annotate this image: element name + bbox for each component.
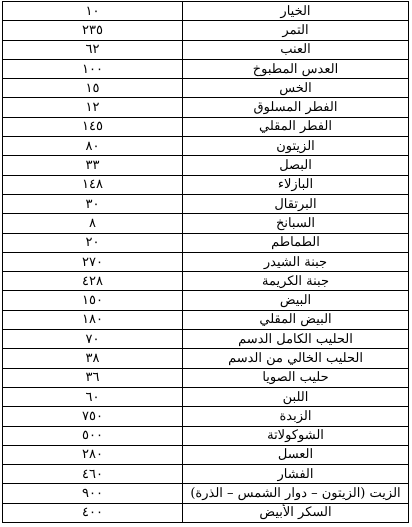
calorie-value-cell: ٤٠٠	[3, 503, 183, 522]
food-name-cell: جبنة الشيدر	[183, 252, 409, 271]
table-body	[3, 2, 409, 523]
table-row	[3, 59, 409, 78]
table-row	[3, 194, 409, 213]
calorie-value-cell: ٢٠	[3, 233, 183, 252]
calorie-value-cell: ١٥٠	[3, 291, 183, 310]
table-row	[3, 175, 409, 194]
food-name-cell: الفطر المسلوق	[183, 98, 409, 117]
calorie-value-cell: ٤٦٠	[3, 465, 183, 484]
calorie-value-cell: ١٤٨	[3, 175, 183, 194]
table-row	[3, 2, 409, 21]
food-name-cell: الخيار	[183, 2, 409, 21]
table-row	[3, 291, 409, 310]
food-name-cell: الشوكولاتة	[183, 426, 409, 445]
calorie-value-cell: ١٨٠	[3, 310, 183, 329]
table-row	[3, 252, 409, 271]
table-row	[3, 214, 409, 233]
table-row	[3, 503, 409, 522]
table-row	[3, 465, 409, 484]
table-row	[3, 310, 409, 329]
food-name-cell: الفشار	[183, 465, 409, 484]
calorie-value-cell: ٢٧٠	[3, 252, 183, 271]
table-row	[3, 387, 409, 406]
food-name-cell: الخس	[183, 79, 409, 98]
calorie-value-cell: ٤٢٨	[3, 272, 183, 291]
calorie-value-cell: ١٠	[3, 2, 183, 21]
food-name-cell: العسل	[183, 445, 409, 464]
food-name-cell: الطماطم	[183, 233, 409, 252]
calorie-value-cell: ٣٣	[3, 156, 183, 175]
calorie-value-cell: ٥٠٠	[3, 426, 183, 445]
food-name-cell: اللبن	[183, 387, 409, 406]
table-row	[3, 137, 409, 156]
calorie-value-cell: ٩٠٠	[3, 484, 183, 503]
food-name-cell: البازلاء	[183, 175, 409, 194]
table-row	[3, 79, 409, 98]
calorie-value-cell: ٣٨	[3, 349, 183, 368]
calorie-value-cell: ٦٢	[3, 40, 183, 59]
food-name-cell: البرتقال	[183, 194, 409, 213]
calorie-table	[2, 1, 409, 523]
food-name-cell: الزيت (الزيتون – دوار الشمس – الذرة)	[183, 484, 409, 503]
calorie-value-cell: ٧٠	[3, 330, 183, 349]
food-name-cell: العنب	[183, 40, 409, 59]
table-row	[3, 445, 409, 464]
table-row	[3, 368, 409, 387]
food-name-cell: الحليب الكامل الدسم	[183, 330, 409, 349]
calorie-value-cell: ٨	[3, 214, 183, 233]
calorie-value-cell: ١٢	[3, 98, 183, 117]
table-row	[3, 272, 409, 291]
table-row	[3, 21, 409, 40]
table-row	[3, 233, 409, 252]
calorie-value-cell: ٣٦	[3, 368, 183, 387]
food-name-cell: الزبدة	[183, 407, 409, 426]
table-row	[3, 407, 409, 426]
food-name-cell: البيض المقلي	[183, 310, 409, 329]
food-name-cell: السبانخ	[183, 214, 409, 233]
food-name-cell: السكر الأبيض	[183, 503, 409, 522]
calorie-value-cell: ٢٣٥	[3, 21, 183, 40]
table-row	[3, 117, 409, 136]
table-row	[3, 40, 409, 59]
calorie-value-cell: ٨٠	[3, 137, 183, 156]
table-row	[3, 349, 409, 368]
food-name-cell: حليب الصويا	[183, 368, 409, 387]
calorie-value-cell: ٧٥٠	[3, 407, 183, 426]
table-row	[3, 484, 409, 503]
table-row	[3, 156, 409, 175]
table-row	[3, 330, 409, 349]
food-name-cell: الحليب الخالي من الدسم	[183, 349, 409, 368]
calorie-value-cell: ١٠٠	[3, 59, 183, 78]
food-name-cell: جبنة الكريمة	[183, 272, 409, 291]
food-name-cell: البيض	[183, 291, 409, 310]
calorie-value-cell: ٦٠	[3, 387, 183, 406]
food-name-cell: البصل	[183, 156, 409, 175]
food-name-cell: الفطر المقلي	[183, 117, 409, 136]
calorie-value-cell: ٣٠	[3, 194, 183, 213]
calorie-value-cell: ١٥	[3, 79, 183, 98]
table-row	[3, 98, 409, 117]
food-name-cell: العدس المطبوخ	[183, 59, 409, 78]
food-name-cell: الزيتون	[183, 137, 409, 156]
calorie-value-cell: ٢٨٠	[3, 445, 183, 464]
calorie-value-cell: ١٤٥	[3, 117, 183, 136]
table-row	[3, 426, 409, 445]
food-name-cell: التمر	[183, 21, 409, 40]
